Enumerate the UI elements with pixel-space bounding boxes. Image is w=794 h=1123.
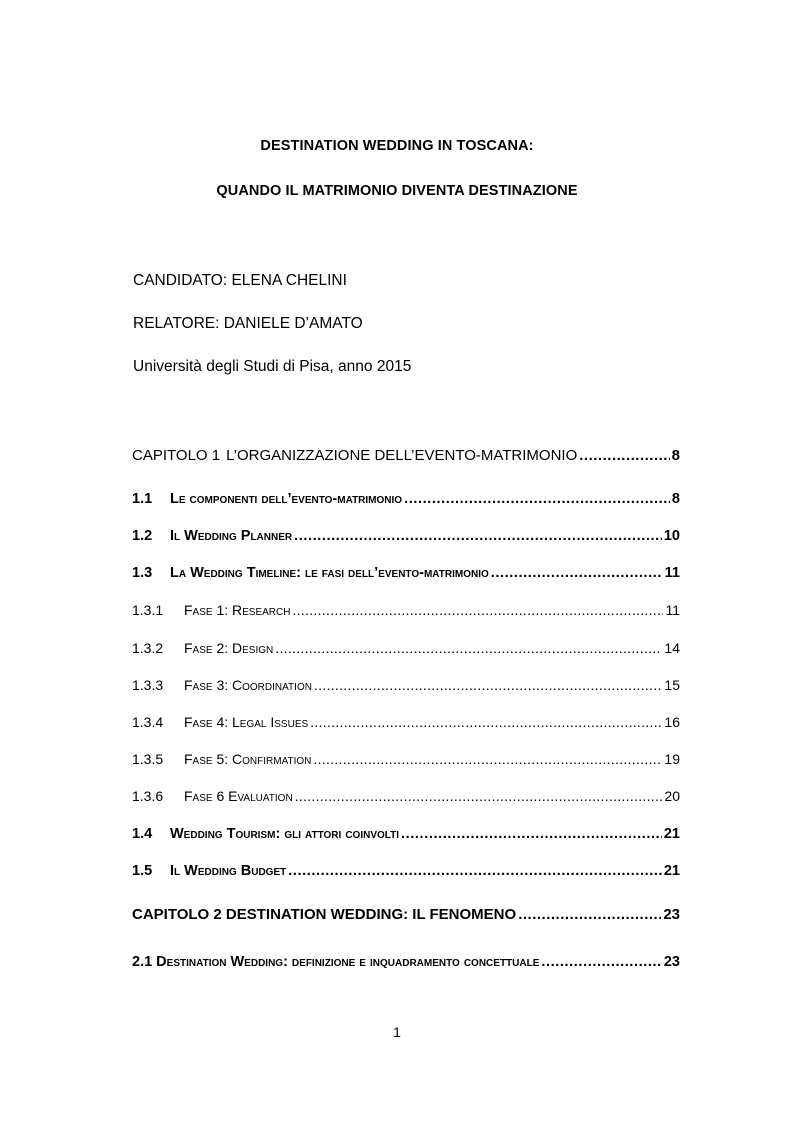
- toc-chapter-2-page: 23: [663, 906, 680, 923]
- toc-section-1-5-number: 1.5: [132, 863, 153, 879]
- toc-dot-leader: [314, 677, 662, 693]
- toc-subsection-1-3-1-title: Fase 1: Research: [184, 602, 291, 618]
- toc-section-1-4-page: 21: [663, 826, 680, 842]
- toc-section-1-1-number: 1.1: [132, 491, 153, 507]
- toc-subsection-1-3-1-page: 11: [665, 602, 680, 618]
- toc-chapter-2[interactable]: [132, 906, 680, 923]
- toc-dot-leader: [579, 447, 669, 464]
- toc-subsection-1-3-2-number: 1.3.2: [132, 640, 164, 656]
- toc-chapter-1-title: L’ORGANIZZAZIONE DELL’EVENTO-MATRIMONIO: [226, 447, 578, 464]
- toc-dot-leader: [292, 602, 663, 618]
- toc-section-1-2[interactable]: [132, 528, 680, 544]
- toc-chapter-2-title: CAPITOLO 2 DESTINATION WEDDING: IL FENOMENO: [132, 906, 517, 923]
- candidate-name: CANDIDATO: ELENA CHELINI: [133, 272, 347, 289]
- toc-subsection-1-3-2[interactable]: [132, 640, 680, 656]
- supervisor-name: RELATORE: DANIELE D’AMATO: [133, 315, 363, 332]
- toc-dot-leader: [313, 751, 662, 767]
- toc-section-1-2-number: 1.2: [132, 528, 153, 544]
- toc-subsection-1-3-2-title: Fase 2: Design: [184, 640, 274, 656]
- thesis-title-line-1: DESTINATION WEDDING IN TOSCANA:: [260, 138, 534, 154]
- page-number: 1: [393, 1024, 401, 1040]
- toc-section-1-1[interactable]: [132, 491, 680, 507]
- toc-section-1-1-title: Le componenti dell’evento-matrimonio: [170, 491, 403, 507]
- toc-dot-leader: [288, 863, 662, 879]
- toc-section-1-5[interactable]: [132, 863, 680, 879]
- toc-dot-leader: [491, 565, 663, 581]
- toc-section-1-3[interactable]: [132, 565, 680, 581]
- toc-subsection-1-3-4-title: Fase 4: Legal Issues: [184, 714, 309, 730]
- toc-dot-leader: [294, 528, 662, 544]
- toc-subsection-1-3-1-number: 1.3.1: [132, 602, 164, 618]
- toc-subsection-1-3-6-number: 1.3.6: [132, 788, 164, 804]
- university-year: Università degli Studi di Pisa, anno 2015: [133, 358, 412, 375]
- toc-subsection-1-3-3[interactable]: [132, 677, 680, 693]
- toc-section-1-5-page: 21: [663, 863, 680, 879]
- toc-chapter-1[interactable]: [132, 447, 680, 464]
- toc-section-2-1-page: 23: [663, 954, 680, 970]
- toc-section-1-4[interactable]: [132, 826, 680, 842]
- toc-subsection-1-3-6[interactable]: [132, 788, 680, 804]
- toc-dot-leader: [310, 714, 662, 730]
- toc-subsection-1-3-1[interactable]: [132, 602, 680, 618]
- toc-section-1-3-title: La Wedding Timeline: le fasi dell’evento-matrimonio: [170, 565, 489, 581]
- toc-dot-leader: [275, 640, 662, 656]
- toc-section-1-2-title: Il Wedding Planner: [170, 528, 293, 544]
- toc-section-1-3-number: 1.3: [132, 565, 153, 581]
- toc-section-1-2-page: 10: [663, 528, 680, 544]
- toc-subsection-1-3-6-page: 20: [664, 788, 680, 804]
- toc-section-2-1[interactable]: [132, 954, 680, 970]
- toc-subsection-1-3-3-title: Fase 3: Coordination: [184, 677, 312, 693]
- toc-section-1-4-title: Wedding Tourism: gli attori coinvolti: [170, 826, 400, 842]
- toc-subsection-1-3-4-number: 1.3.4: [132, 714, 164, 730]
- toc-subsection-1-3-5[interactable]: [132, 751, 680, 767]
- toc-subsection-1-3-5-number: 1.3.5: [132, 751, 164, 767]
- toc-subsection-1-3-3-number: 1.3.3: [132, 677, 164, 693]
- toc-subsection-1-3-4-page: 16: [664, 714, 680, 730]
- toc-section-1-3-page: 11: [664, 565, 680, 581]
- toc-subsection-1-3-5-title: Fase 5: Confirmation: [184, 751, 312, 767]
- toc-section-2-1-title: 2.1 Destination Wedding: definizione e inquadramento concettuale: [132, 954, 540, 970]
- toc-chapter-1-page: 8: [671, 447, 680, 464]
- toc-subsection-1-3-6-title: Fase 6 Evaluation: [184, 788, 293, 804]
- toc-dot-leader: [404, 491, 670, 507]
- toc-subsection-1-3-3-page: 15: [664, 677, 680, 693]
- toc-subsection-1-3-4[interactable]: [132, 714, 680, 730]
- toc-dot-leader: [401, 826, 662, 842]
- toc-chapter-1-number: CAPITOLO 1: [132, 447, 221, 464]
- toc-section-1-4-number: 1.4: [132, 826, 153, 842]
- thesis-title-line-2: QUANDO IL MATRIMONIO DIVENTA DESTINAZIONE: [216, 183, 578, 199]
- toc-section-1-5-title: Il Wedding Budget: [170, 863, 287, 879]
- toc-dot-leader: [295, 788, 663, 804]
- toc-dot-leader: [518, 906, 661, 923]
- toc-subsection-1-3-5-page: 19: [664, 751, 680, 767]
- toc-section-1-1-page: 8: [671, 491, 680, 507]
- toc-dot-leader: [541, 954, 661, 970]
- toc-subsection-1-3-2-page: 14: [664, 640, 680, 656]
